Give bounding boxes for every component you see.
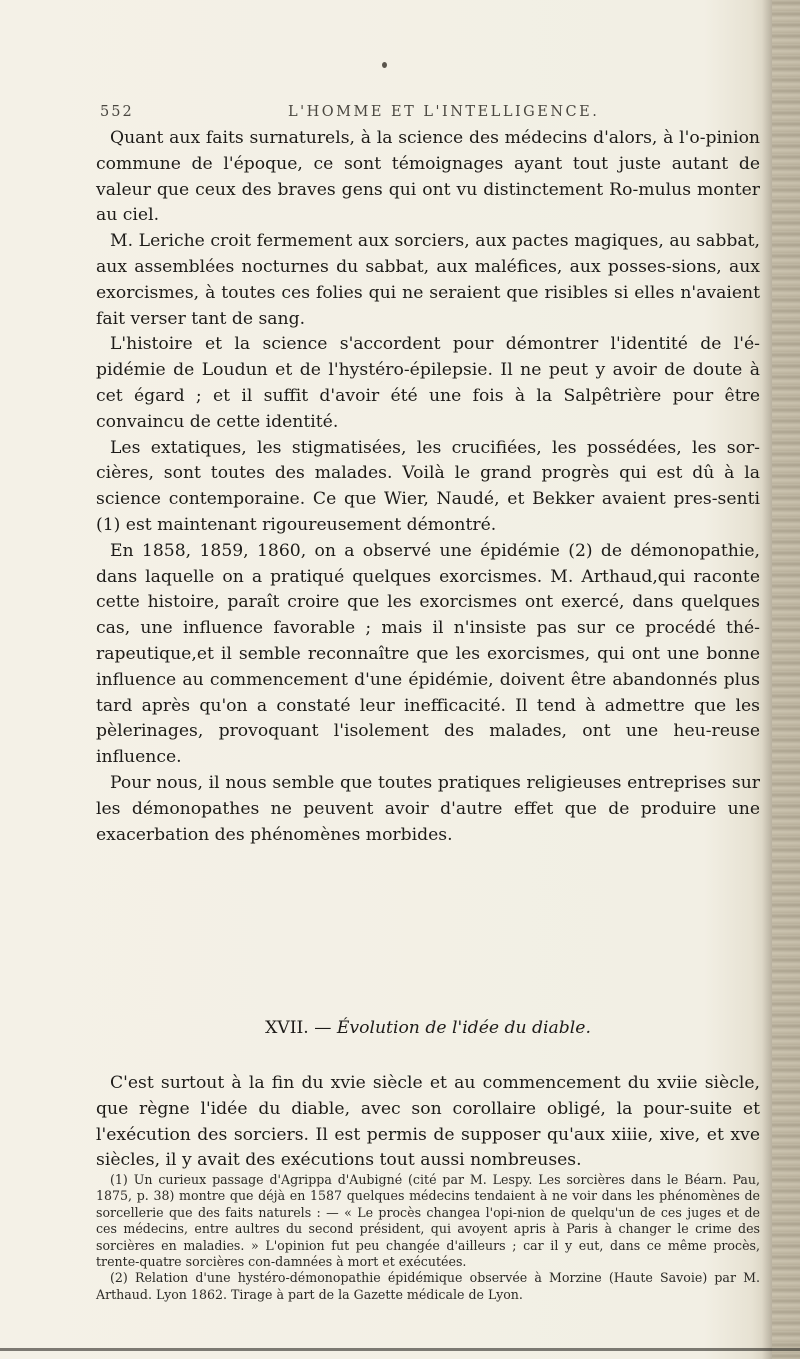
running-title: L'HOMME ET L'INTELLIGENCE.: [288, 104, 600, 120]
main-text: [96, 126, 760, 848]
ink-speck: [382, 62, 387, 68]
section-text: [96, 1071, 760, 1174]
running-header: [100, 100, 760, 124]
footnote: (1) Un curieux passage d'Agrippa d'Aubigné (cité par M. Lespy. Les sorcières dans le Béarn. Pau, 1875, p. 38) montre que déjà en 1587 quelques médecins tendaient à ne voir dans les phénomènes de sorcellerie que des faits naturels : — « Le procès changea l'opi-nion de quelqu'un de ces juges et de ces médecins, entre aultres du second président, qui avoyent apris à Paris à changer le crime des sorcières en maladies. » L'opinion fut peu changée d'ailleurs ; car il y eut, dans ce même procès, trente-quatre sorcières con-damnées à mort et exécutées.: [96, 1172, 760, 1270]
page-number: 552: [100, 104, 134, 120]
paragraph: En 1858, 1859, 1860, on a observé une épidémie (2) de démonopathie, dans laquelle on a pratiqué quelques exorcismes. M. Arthaud,qui raconte cette histoire, paraît croire que les exorcismes ont exercé, dans quelques cas, une influence favorable ; mais il n'insiste pas sur ce procédé thé-rapeutique,et il semble reconnaître que les exorcismes, qui ont une bonne influence au commencement d'une épidémie, doivent être abandonnés plus tard après qu'on a constaté leur inefficacité. Il tend à admettre que les pèlerinages, provoquant l'isolement des malades, ont une heu-reuse influence.: [96, 540, 760, 768]
paragraph: L'histoire et la science s'accordent pour démontrer l'identité de l'é-pidémie de Loudun et de l'hystéro-épilepsie. Il ne peut y avoir de doute à cet égard ; et il suffit d'avoir été une fois à la Salpêtrière pour être convaincu de cette identité.: [96, 334, 760, 432]
paragraph: Quant aux faits surnaturels, à la science des médecins d'alors, à l'o-pinion commune de l'époque, ce sont témoignages ayant tout juste autant de valeur que ceux des braves gens qui ont vu distinctement Ro-mulus monter au ciel.: [96, 128, 760, 226]
paragraph: Les extatiques, les stigmatisées, les crucifiées, les possédées, les sor-cières, sont toutes des malades. Voilà le grand progrès qui est dû à la science contemporaine. Ce que Wier, Naudé, et Bekker avaient pres-senti (1) est maintenant rigoureusement démontré.: [96, 437, 760, 535]
paragraph: Pour nous, il nous semble que toutes pratiques religieuses entreprises sur les démonopathes ne peuvent avoir d'autre effet que de produire une exacerbation des phénomènes morbides.: [96, 772, 760, 845]
section-title: Évolution de l'idée du diable.: [336, 1018, 591, 1038]
page-edge-shadow: [762, 0, 772, 1359]
section-number: XVII. —: [265, 1018, 332, 1038]
footnotes: [96, 1172, 760, 1303]
page-bottom-edge: [0, 1348, 800, 1351]
section-heading: [96, 1015, 760, 1041]
paragraph: M. Leriche croit fermement aux sorciers, aux pactes magiques, au sabbat, aux assemblées nocturnes du sabbat, aux maléfices, aux posses-sions, aux exorcismes, à toutes ces folies qui ne seraient que risibles si elles n'avaient fait verser tant de sang.: [96, 231, 760, 329]
page-edge: [772, 0, 800, 1359]
footnote: (2) Relation d'une hystéro-démonopathie épidémique observée à Morzine (Haute Savoie) par M. Arthaud. Lyon 1862. Tirage à part de la Gazette médicale de Lyon.: [96, 1270, 760, 1302]
paragraph: C'est surtout à la fin du xvie siècle et au commencement du xviie siècle, que règne l'idée du diable, avec son corollaire obligé, la pour-suite et l'exécution des sorciers. Il est permis de supposer qu'aux xiiie, xive, et xve siècles, il y avait des exécutions tout aussi nombreuses.: [96, 1073, 760, 1171]
